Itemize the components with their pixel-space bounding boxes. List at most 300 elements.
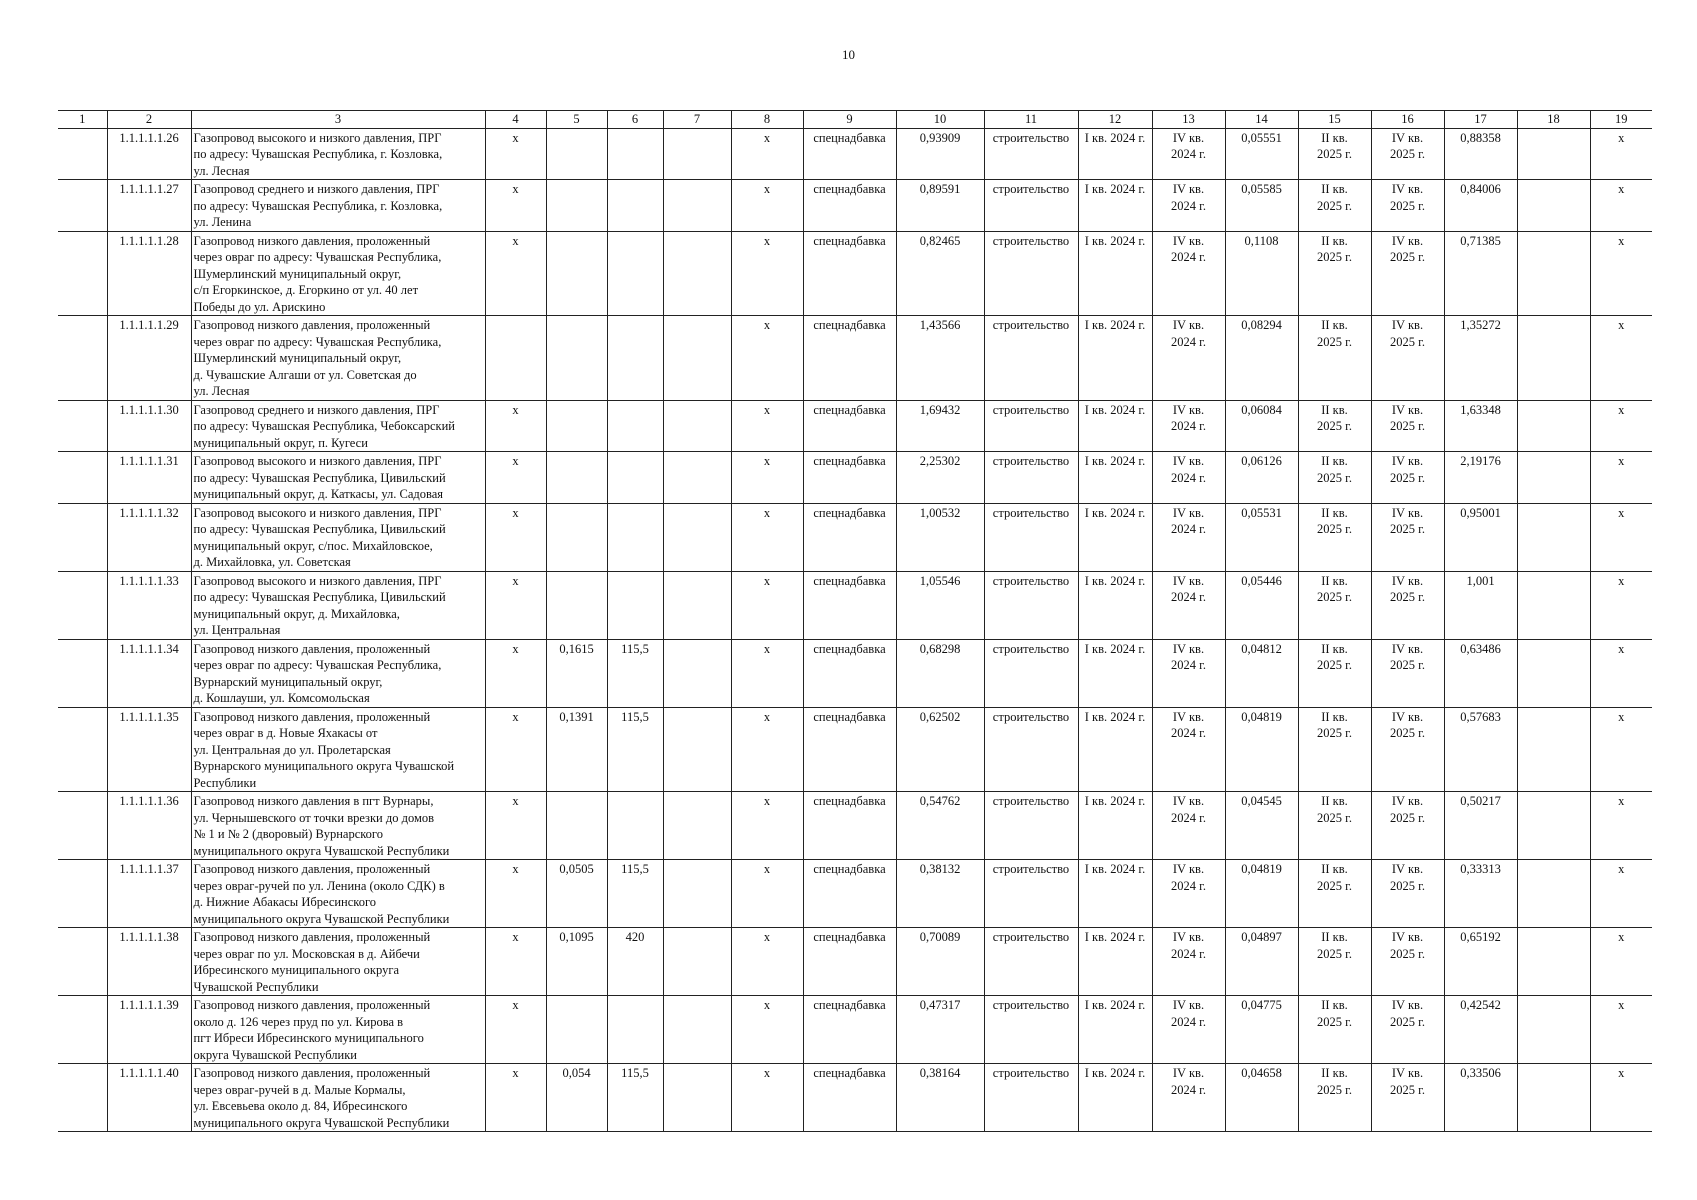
table-row — [58, 996, 1652, 1064]
cell-col-14: 0,04658 — [1225, 1064, 1298, 1132]
cell-col-16: IV кв. 2025 г. — [1371, 928, 1444, 996]
cell-col-4: х — [485, 503, 546, 571]
column-header-14: 14 — [1225, 111, 1298, 129]
column-header-15: 15 — [1298, 111, 1371, 129]
cell-col-4: х — [485, 639, 546, 707]
cell-col-5 — [546, 128, 607, 180]
cell-col-7 — [663, 571, 731, 639]
cell-col-13: IV кв. 2024 г. — [1152, 860, 1225, 928]
cell-col-17: 0,63486 — [1444, 639, 1517, 707]
cell-col-11: строительство — [984, 707, 1078, 792]
cell-col-8: х — [731, 503, 803, 571]
cell-col-13: IV кв. 2024 г. — [1152, 231, 1225, 316]
cell-col-6 — [607, 180, 663, 232]
cell-col-6: 115,5 — [607, 860, 663, 928]
cell-col-11: строительство — [984, 452, 1078, 504]
cell-col-5 — [546, 316, 607, 401]
cell-col-19: х — [1590, 128, 1652, 180]
cell-col-4 — [485, 316, 546, 401]
cell-col-13: IV кв. 2024 г. — [1152, 792, 1225, 860]
cell-col-12: I кв. 2024 г. — [1078, 400, 1152, 452]
cell-col-3: Газопровод высокого и низкого давления, ПРГ по адресу: Чувашская Республика, Цивильский муниципальный округ, д. Михайловка, ул. Центральная — [191, 571, 485, 639]
cell-col-12: I кв. 2024 г. — [1078, 707, 1152, 792]
cell-col-2: 1.1.1.1.1.35 — [107, 707, 191, 792]
cell-col-13: IV кв. 2024 г. — [1152, 1064, 1225, 1132]
cell-col-1 — [58, 316, 107, 401]
cell-col-14: 0,05531 — [1225, 503, 1298, 571]
cell-col-19: х — [1590, 503, 1652, 571]
cell-col-9: спецнадбавка — [803, 400, 896, 452]
cell-col-8: х — [731, 792, 803, 860]
cell-col-8: х — [731, 1064, 803, 1132]
column-header-8: 8 — [731, 111, 803, 129]
cell-col-18 — [1517, 400, 1590, 452]
cell-col-1 — [58, 180, 107, 232]
cell-col-17: 0,95001 — [1444, 503, 1517, 571]
cell-col-4: х — [485, 452, 546, 504]
cell-col-18 — [1517, 928, 1590, 996]
cell-col-14: 0,04819 — [1225, 860, 1298, 928]
cell-col-10: 2,25302 — [896, 452, 984, 504]
cell-col-14: 0,1108 — [1225, 231, 1298, 316]
cell-col-9: спецнадбавка — [803, 639, 896, 707]
table-row — [58, 452, 1652, 504]
cell-col-8: х — [731, 400, 803, 452]
cell-col-9: спецнадбавка — [803, 571, 896, 639]
cell-col-14: 0,06126 — [1225, 452, 1298, 504]
cell-col-3: Газопровод низкого давления в пгт Вурнары, ул. Чернышевского от точки врезки до домов № 1 и № 2 (дворовый) Вурнарского муниципального округа Чувашской Республики — [191, 792, 485, 860]
cell-col-16: IV кв. 2025 г. — [1371, 860, 1444, 928]
cell-col-6 — [607, 996, 663, 1064]
cell-col-9: спецнадбавка — [803, 503, 896, 571]
cell-col-4: х — [485, 928, 546, 996]
cell-col-15: II кв. 2025 г. — [1298, 571, 1371, 639]
column-header-11: 11 — [984, 111, 1078, 129]
cell-col-17: 0,71385 — [1444, 231, 1517, 316]
cell-col-5: 0,1095 — [546, 928, 607, 996]
cell-col-13: IV кв. 2024 г. — [1152, 928, 1225, 996]
cell-col-15: II кв. 2025 г. — [1298, 180, 1371, 232]
cell-col-17: 1,63348 — [1444, 400, 1517, 452]
cell-col-16: IV кв. 2025 г. — [1371, 639, 1444, 707]
cell-col-4: х — [485, 571, 546, 639]
cell-col-7 — [663, 503, 731, 571]
cell-col-10: 0,38164 — [896, 1064, 984, 1132]
cell-col-18 — [1517, 503, 1590, 571]
cell-col-5: 0,054 — [546, 1064, 607, 1132]
cell-col-11: строительство — [984, 180, 1078, 232]
cell-col-4: х — [485, 1064, 546, 1132]
cell-col-1 — [58, 860, 107, 928]
cell-col-8: х — [731, 639, 803, 707]
cell-col-4: х — [485, 128, 546, 180]
cell-col-8: х — [731, 452, 803, 504]
cell-col-19: х — [1590, 792, 1652, 860]
cell-col-11: строительство — [984, 128, 1078, 180]
cell-col-10: 1,69432 — [896, 400, 984, 452]
column-header-16: 16 — [1371, 111, 1444, 129]
cell-col-2: 1.1.1.1.1.28 — [107, 231, 191, 316]
cell-col-12: I кв. 2024 г. — [1078, 180, 1152, 232]
cell-col-12: I кв. 2024 г. — [1078, 996, 1152, 1064]
cell-col-1 — [58, 928, 107, 996]
cell-col-19: х — [1590, 231, 1652, 316]
cell-col-15: II кв. 2025 г. — [1298, 316, 1371, 401]
cell-col-9: спецнадбавка — [803, 1064, 896, 1132]
column-header-18: 18 — [1517, 111, 1590, 129]
cell-col-3: Газопровод среднего и низкого давления, ПРГ по адресу: Чувашская Республика, Чебоксарский муниципальный округ, п. Кугеси — [191, 400, 485, 452]
table-row — [58, 180, 1652, 232]
cell-col-10: 0,54762 — [896, 792, 984, 860]
table-row — [58, 928, 1652, 996]
cell-col-13: IV кв. 2024 г. — [1152, 996, 1225, 1064]
cell-col-12: I кв. 2024 г. — [1078, 860, 1152, 928]
cell-col-6 — [607, 128, 663, 180]
cell-col-10: 0,70089 — [896, 928, 984, 996]
cell-col-17: 0,84006 — [1444, 180, 1517, 232]
cell-col-8: х — [731, 707, 803, 792]
column-header-1: 1 — [58, 111, 107, 129]
cell-col-13: IV кв. 2024 г. — [1152, 180, 1225, 232]
cell-col-2: 1.1.1.1.1.34 — [107, 639, 191, 707]
cell-col-17: 1,35272 — [1444, 316, 1517, 401]
cell-col-14: 0,08294 — [1225, 316, 1298, 401]
cell-col-19: х — [1590, 996, 1652, 1064]
cell-col-4: х — [485, 707, 546, 792]
cell-col-18 — [1517, 792, 1590, 860]
cell-col-10: 1,00532 — [896, 503, 984, 571]
cell-col-16: IV кв. 2025 г. — [1371, 231, 1444, 316]
cell-col-1 — [58, 452, 107, 504]
cell-col-3: Газопровод среднего и низкого давления, ПРГ по адресу: Чувашская Республика, г. Козловка, ул. Ленина — [191, 180, 485, 232]
cell-col-15: II кв. 2025 г. — [1298, 452, 1371, 504]
table-row — [58, 316, 1652, 401]
cell-col-2: 1.1.1.1.1.38 — [107, 928, 191, 996]
cell-col-18 — [1517, 860, 1590, 928]
cell-col-6 — [607, 571, 663, 639]
cell-col-10: 0,82465 — [896, 231, 984, 316]
cell-col-6 — [607, 452, 663, 504]
cell-col-17: 0,50217 — [1444, 792, 1517, 860]
cell-col-2: 1.1.1.1.1.31 — [107, 452, 191, 504]
cell-col-5 — [546, 503, 607, 571]
cell-col-11: строительство — [984, 928, 1078, 996]
cell-col-12: I кв. 2024 г. — [1078, 231, 1152, 316]
cell-col-10: 0,38132 — [896, 860, 984, 928]
cell-col-1 — [58, 400, 107, 452]
cell-col-13: IV кв. 2024 г. — [1152, 128, 1225, 180]
cell-col-6: 115,5 — [607, 1064, 663, 1132]
cell-col-9: спецнадбавка — [803, 792, 896, 860]
cell-col-15: II кв. 2025 г. — [1298, 400, 1371, 452]
cell-col-9: спецнадбавка — [803, 231, 896, 316]
cell-col-7 — [663, 707, 731, 792]
cell-col-3: Газопровод низкого давления, проложенный через овраг-ручей по ул. Ленина (около СДК) в д. Нижние Абакасы Ибресинского муниципального округа Чувашской Республики — [191, 860, 485, 928]
cell-col-3: Газопровод низкого давления, проложенный через овраг в д. Новые Яхакасы от ул. Центральная до ул. Пролетарская Вурнарского муниципального округа Чувашской Республики — [191, 707, 485, 792]
cell-col-16: IV кв. 2025 г. — [1371, 503, 1444, 571]
cell-col-15: II кв. 2025 г. — [1298, 1064, 1371, 1132]
cell-col-15: II кв. 2025 г. — [1298, 231, 1371, 316]
column-header-6: 6 — [607, 111, 663, 129]
cell-col-7 — [663, 400, 731, 452]
cell-col-8: х — [731, 128, 803, 180]
cell-col-5 — [546, 231, 607, 316]
table-body — [58, 128, 1652, 1132]
table-header — [58, 111, 1652, 129]
cell-col-6 — [607, 231, 663, 316]
column-header-17: 17 — [1444, 111, 1517, 129]
column-header-13: 13 — [1152, 111, 1225, 129]
cell-col-14: 0,04819 — [1225, 707, 1298, 792]
cell-col-19: х — [1590, 400, 1652, 452]
cell-col-18 — [1517, 639, 1590, 707]
cell-col-12: I кв. 2024 г. — [1078, 316, 1152, 401]
cell-col-15: II кв. 2025 г. — [1298, 996, 1371, 1064]
cell-col-11: строительство — [984, 996, 1078, 1064]
cell-col-14: 0,05446 — [1225, 571, 1298, 639]
cell-col-5 — [546, 792, 607, 860]
cell-col-5: 0,1391 — [546, 707, 607, 792]
cell-col-7 — [663, 1064, 731, 1132]
cell-col-16: IV кв. 2025 г. — [1371, 180, 1444, 232]
cell-col-11: строительство — [984, 1064, 1078, 1132]
investment-table — [58, 110, 1652, 1132]
cell-col-14: 0,05551 — [1225, 128, 1298, 180]
cell-col-5 — [546, 571, 607, 639]
cell-col-11: строительство — [984, 503, 1078, 571]
cell-col-1 — [58, 503, 107, 571]
cell-col-13: IV кв. 2024 г. — [1152, 571, 1225, 639]
cell-col-16: IV кв. 2025 г. — [1371, 452, 1444, 504]
cell-col-4: х — [485, 860, 546, 928]
cell-col-8: х — [731, 860, 803, 928]
cell-col-15: II кв. 2025 г. — [1298, 860, 1371, 928]
column-header-5: 5 — [546, 111, 607, 129]
cell-col-6 — [607, 316, 663, 401]
cell-col-9: спецнадбавка — [803, 928, 896, 996]
cell-col-13: IV кв. 2024 г. — [1152, 452, 1225, 504]
cell-col-10: 1,05546 — [896, 571, 984, 639]
cell-col-11: строительство — [984, 231, 1078, 316]
column-header-3: 3 — [191, 111, 485, 129]
cell-col-4: х — [485, 400, 546, 452]
page-number: 10 — [842, 47, 855, 62]
cell-col-7 — [663, 128, 731, 180]
cell-col-5: 0,1615 — [546, 639, 607, 707]
cell-col-14: 0,04812 — [1225, 639, 1298, 707]
cell-col-13: IV кв. 2024 г. — [1152, 639, 1225, 707]
cell-col-15: II кв. 2025 г. — [1298, 128, 1371, 180]
cell-col-18 — [1517, 316, 1590, 401]
table-row — [58, 639, 1652, 707]
cell-col-9: спецнадбавка — [803, 128, 896, 180]
cell-col-10: 1,43566 — [896, 316, 984, 401]
cell-col-11: строительство — [984, 400, 1078, 452]
cell-col-15: II кв. 2025 г. — [1298, 928, 1371, 996]
cell-col-3: Газопровод высокого и низкого давления, ПРГ по адресу: Чувашская Республика, Цивильский муниципальный округ, д. Каткасы, ул. Садовая — [191, 452, 485, 504]
cell-col-19: х — [1590, 316, 1652, 401]
cell-col-10: 0,68298 — [896, 639, 984, 707]
cell-col-18 — [1517, 1064, 1590, 1132]
column-header-2: 2 — [107, 111, 191, 129]
cell-col-7 — [663, 996, 731, 1064]
cell-col-15: II кв. 2025 г. — [1298, 503, 1371, 571]
cell-col-19: х — [1590, 452, 1652, 504]
cell-col-6: 115,5 — [607, 707, 663, 792]
cell-col-2: 1.1.1.1.1.26 — [107, 128, 191, 180]
cell-col-8: х — [731, 571, 803, 639]
cell-col-12: I кв. 2024 г. — [1078, 792, 1152, 860]
cell-col-14: 0,04775 — [1225, 996, 1298, 1064]
cell-col-7 — [663, 316, 731, 401]
cell-col-4: х — [485, 180, 546, 232]
cell-col-19: х — [1590, 928, 1652, 996]
cell-col-13: IV кв. 2024 г. — [1152, 400, 1225, 452]
cell-col-19: х — [1590, 707, 1652, 792]
cell-col-9: спецнадбавка — [803, 316, 896, 401]
cell-col-8: х — [731, 928, 803, 996]
cell-col-12: I кв. 2024 г. — [1078, 452, 1152, 504]
table-row — [58, 128, 1652, 180]
column-header-10: 10 — [896, 111, 984, 129]
cell-col-6: 420 — [607, 928, 663, 996]
cell-col-18 — [1517, 452, 1590, 504]
cell-col-16: IV кв. 2025 г. — [1371, 316, 1444, 401]
cell-col-7 — [663, 231, 731, 316]
cell-col-14: 0,04897 — [1225, 928, 1298, 996]
table-row — [58, 231, 1652, 316]
cell-col-19: х — [1590, 571, 1652, 639]
cell-col-9: спецнадбавка — [803, 707, 896, 792]
column-header-9: 9 — [803, 111, 896, 129]
cell-col-18 — [1517, 128, 1590, 180]
cell-col-16: IV кв. 2025 г. — [1371, 1064, 1444, 1132]
cell-col-4: х — [485, 231, 546, 316]
cell-col-8: х — [731, 231, 803, 316]
cell-col-3: Газопровод низкого давления, проложенный через овраг по ул. Московская в д. Айбечи Ибресинского муниципального округа Чувашской Республики — [191, 928, 485, 996]
cell-col-14: 0,04545 — [1225, 792, 1298, 860]
cell-col-17: 0,33506 — [1444, 1064, 1517, 1132]
cell-col-1 — [58, 707, 107, 792]
cell-col-7 — [663, 180, 731, 232]
cell-col-13: IV кв. 2024 г. — [1152, 707, 1225, 792]
cell-col-3: Газопровод высокого и низкого давления, ПРГ по адресу: Чувашская Республика, Цивильский муниципальный округ, с/пос. Михайловское, д. Михайловка, ул. Советская — [191, 503, 485, 571]
cell-col-16: IV кв. 2025 г. — [1371, 792, 1444, 860]
cell-col-18 — [1517, 180, 1590, 232]
cell-col-9: спецнадбавка — [803, 180, 896, 232]
cell-col-17: 0,57683 — [1444, 707, 1517, 792]
cell-col-7 — [663, 792, 731, 860]
cell-col-16: IV кв. 2025 г. — [1371, 707, 1444, 792]
cell-col-17: 2,19176 — [1444, 452, 1517, 504]
cell-col-6 — [607, 400, 663, 452]
cell-col-7 — [663, 452, 731, 504]
cell-col-6: 115,5 — [607, 639, 663, 707]
cell-col-19: х — [1590, 639, 1652, 707]
cell-col-18 — [1517, 996, 1590, 1064]
cell-col-11: строительство — [984, 860, 1078, 928]
cell-col-12: I кв. 2024 г. — [1078, 571, 1152, 639]
cell-col-5 — [546, 400, 607, 452]
cell-col-11: строительство — [984, 316, 1078, 401]
cell-col-3: Газопровод низкого давления, проложенный через овраг по адресу: Чувашская Республика, Шумерлинский муниципальный округ, с/п Егоркинское, д. Егоркино от ул. 40 лет Победы до ул. Арискино — [191, 231, 485, 316]
cell-col-14: 0,06084 — [1225, 400, 1298, 452]
cell-col-8: х — [731, 316, 803, 401]
cell-col-6 — [607, 792, 663, 860]
cell-col-11: строительство — [984, 639, 1078, 707]
cell-col-2: 1.1.1.1.1.39 — [107, 996, 191, 1064]
cell-col-15: II кв. 2025 г. — [1298, 792, 1371, 860]
cell-col-10: 0,93909 — [896, 128, 984, 180]
cell-col-4: х — [485, 996, 546, 1064]
cell-col-10: 0,47317 — [896, 996, 984, 1064]
cell-col-5 — [546, 996, 607, 1064]
cell-col-2: 1.1.1.1.1.30 — [107, 400, 191, 452]
cell-col-13: IV кв. 2024 г. — [1152, 316, 1225, 401]
cell-col-9: спецнадбавка — [803, 452, 896, 504]
cell-col-2: 1.1.1.1.1.27 — [107, 180, 191, 232]
cell-col-2: 1.1.1.1.1.40 — [107, 1064, 191, 1132]
column-number-row — [58, 111, 1652, 129]
cell-col-13: IV кв. 2024 г. — [1152, 503, 1225, 571]
cell-col-12: I кв. 2024 г. — [1078, 928, 1152, 996]
cell-col-9: спецнадбавка — [803, 860, 896, 928]
cell-col-2: 1.1.1.1.1.33 — [107, 571, 191, 639]
column-header-19: 19 — [1590, 111, 1652, 129]
cell-col-7 — [663, 639, 731, 707]
cell-col-3: Газопровод низкого давления, проложенный около д. 126 через пруд по ул. Кирова в пгт Ибреси Ибресинского муниципального округа Чувашской Республики — [191, 996, 485, 1064]
cell-col-8: х — [731, 996, 803, 1064]
cell-col-16: IV кв. 2025 г. — [1371, 128, 1444, 180]
table-row — [58, 400, 1652, 452]
table-row — [58, 503, 1652, 571]
cell-col-10: 0,89591 — [896, 180, 984, 232]
cell-col-18 — [1517, 571, 1590, 639]
cell-col-19: х — [1590, 1064, 1652, 1132]
cell-col-16: IV кв. 2025 г. — [1371, 400, 1444, 452]
cell-col-1 — [58, 639, 107, 707]
cell-col-1 — [58, 996, 107, 1064]
cell-col-16: IV кв. 2025 г. — [1371, 996, 1444, 1064]
cell-col-16: IV кв. 2025 г. — [1371, 571, 1444, 639]
table-row — [58, 792, 1652, 860]
cell-col-17: 0,88358 — [1444, 128, 1517, 180]
cell-col-18 — [1517, 231, 1590, 316]
table-row — [58, 860, 1652, 928]
cell-col-3: Газопровод низкого давления, проложенный через овраг по адресу: Чувашская Республика, Вурнарский муниципальный округ, д. Кошлауши, ул. Комсомольская — [191, 639, 485, 707]
cell-col-4: х — [485, 792, 546, 860]
cell-col-2: 1.1.1.1.1.37 — [107, 860, 191, 928]
column-header-7: 7 — [663, 111, 731, 129]
cell-col-3: Газопровод высокого и низкого давления, ПРГ по адресу: Чувашская Республика, г. Козловка, ул. Лесная — [191, 128, 485, 180]
cell-col-19: х — [1590, 860, 1652, 928]
table-row — [58, 571, 1652, 639]
cell-col-12: I кв. 2024 г. — [1078, 639, 1152, 707]
cell-col-6 — [607, 503, 663, 571]
cell-col-17: 0,33313 — [1444, 860, 1517, 928]
column-header-12: 12 — [1078, 111, 1152, 129]
cell-col-17: 0,65192 — [1444, 928, 1517, 996]
cell-col-15: II кв. 2025 г. — [1298, 639, 1371, 707]
cell-col-10: 0,62502 — [896, 707, 984, 792]
column-header-4: 4 — [485, 111, 546, 129]
cell-col-11: строительство — [984, 571, 1078, 639]
cell-col-12: I кв. 2024 г. — [1078, 128, 1152, 180]
cell-col-5 — [546, 452, 607, 504]
cell-col-5: 0,0505 — [546, 860, 607, 928]
cell-col-19: х — [1590, 180, 1652, 232]
cell-col-2: 1.1.1.1.1.32 — [107, 503, 191, 571]
